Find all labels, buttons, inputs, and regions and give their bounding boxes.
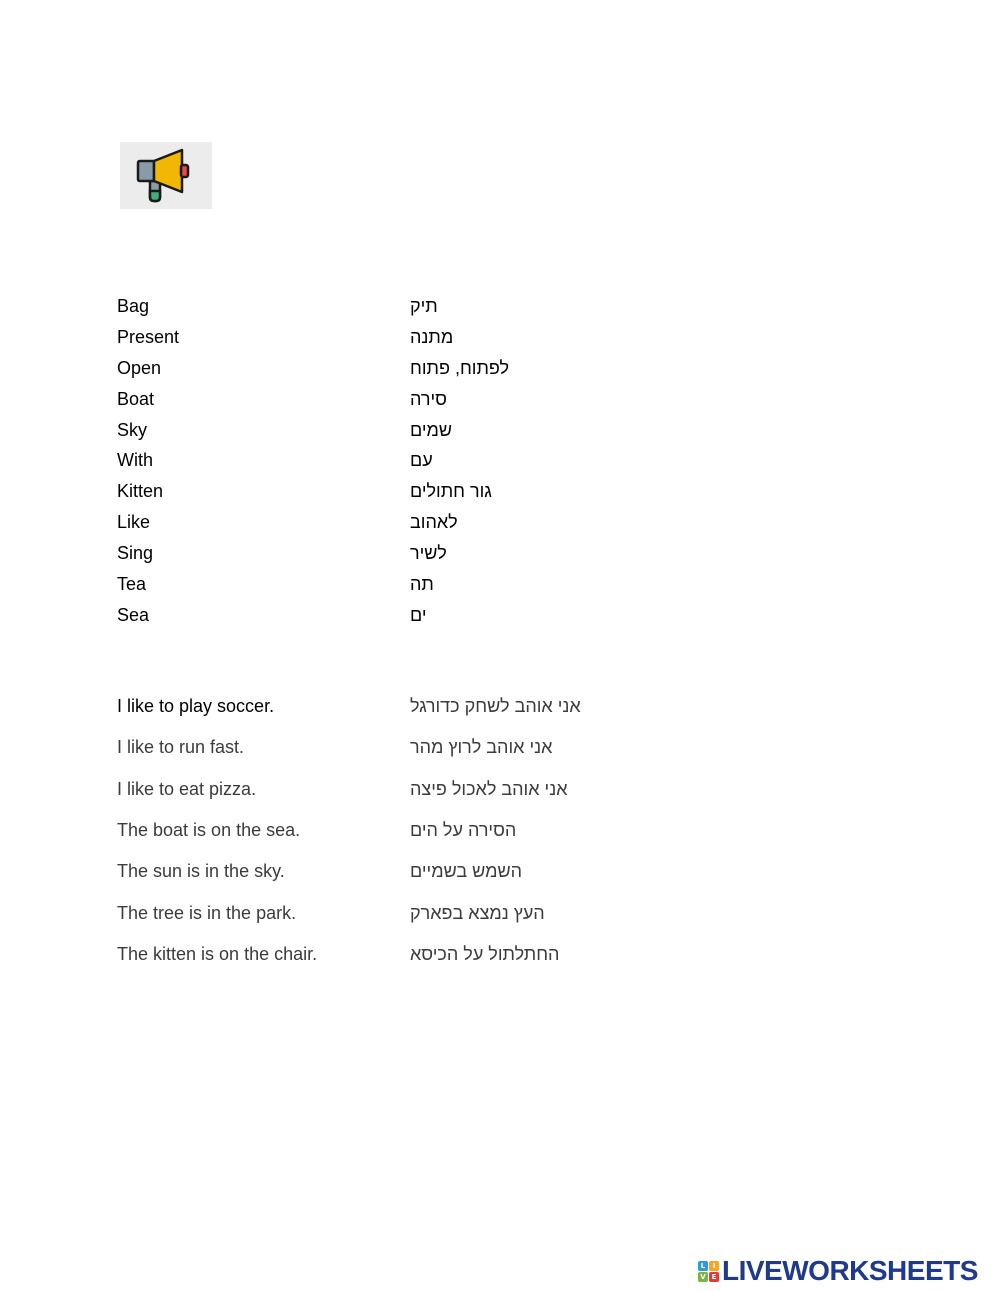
vocab-row <box>117 569 617 600</box>
sentence-hebrew: העץ נמצא בפארק <box>410 902 545 923</box>
vocab-row <box>117 384 617 415</box>
mark-letter: V <box>698 1272 708 1282</box>
vocab-hebrew: סירה <box>410 388 447 409</box>
sentence-english: I like to run fast. <box>117 737 245 758</box>
sentence-row <box>117 769 677 810</box>
vocab-hebrew: שמים <box>410 419 453 440</box>
megaphone-icon <box>136 147 196 205</box>
vocab-hebrew: עם <box>410 450 433 471</box>
vocab-english: Present <box>117 326 180 347</box>
audio-play-button[interactable] <box>120 142 212 209</box>
vocab-row <box>117 322 617 353</box>
vocab-english: Open <box>117 357 162 378</box>
vocab-hebrew: מתנה <box>410 326 454 347</box>
liveworksheets-logo[interactable] <box>698 1255 978 1287</box>
vocab-row <box>117 476 617 507</box>
vocab-english: Kitten <box>117 481 164 502</box>
sentence-hebrew: הסירה על הים <box>410 820 517 841</box>
vocab-hebrew: גור חתולים <box>410 481 492 502</box>
liveworksheets-mark-icon <box>698 1261 719 1282</box>
vocab-row <box>117 600 617 631</box>
vocab-english: Sea <box>117 604 150 625</box>
sentence-hebrew: אני אוהב לאכול פיצה <box>410 778 568 799</box>
vocabulary-list <box>117 291 617 631</box>
sentence-list <box>117 686 677 975</box>
sentence-english: The kitten is on the chair. <box>117 943 318 964</box>
vocab-english: Like <box>117 512 151 533</box>
sentence-hebrew: אני אוהב לשחק כדורגל <box>410 696 581 717</box>
vocab-hebrew: תיק <box>410 295 438 316</box>
vocab-hebrew: לאהוב <box>410 512 458 533</box>
sentence-hebrew: אני אוהב לרוץ מהר <box>410 737 553 758</box>
sentence-hebrew: החתלתול על הכיסא <box>410 943 560 964</box>
vocab-row <box>117 507 617 538</box>
sentence-row <box>117 892 677 933</box>
vocab-english: Tea <box>117 573 147 594</box>
sentence-english: The boat is on the sea. <box>117 820 301 841</box>
sentence-row <box>117 810 677 851</box>
sentence-english: I like to play soccer. <box>117 696 275 717</box>
vocab-row <box>117 353 617 384</box>
sentence-row <box>117 934 677 975</box>
vocab-hebrew: ים <box>410 604 427 625</box>
sentence-english: The sun is in the sky. <box>117 861 285 882</box>
vocab-row <box>117 538 617 569</box>
mark-letter: I <box>709 1261 719 1271</box>
vocab-hebrew: לשיר <box>410 543 447 564</box>
vocab-hebrew: תה <box>410 573 434 594</box>
mark-letter: L <box>698 1261 708 1271</box>
sentence-hebrew: השמש בשמיים <box>410 861 522 882</box>
sentence-row <box>117 851 677 892</box>
mark-letter: E <box>709 1272 719 1282</box>
vocab-english: Bag <box>117 295 150 316</box>
vocab-english: Sky <box>117 419 148 440</box>
vocab-english: With <box>117 450 153 471</box>
vocab-english: Sing <box>117 543 154 564</box>
sentence-row <box>117 727 677 768</box>
sentence-row <box>117 686 677 727</box>
vocab-row <box>117 291 617 322</box>
sentence-english: I like to eat pizza. <box>117 778 257 799</box>
brand-name: LIVEWORKSHEETS <box>722 1255 978 1286</box>
vocab-row <box>117 415 617 446</box>
vocab-row <box>117 445 617 476</box>
sentence-english: The tree is in the park. <box>117 902 297 923</box>
vocab-hebrew: לפתוח, פתוח <box>410 357 510 378</box>
vocab-english: Boat <box>117 388 155 409</box>
